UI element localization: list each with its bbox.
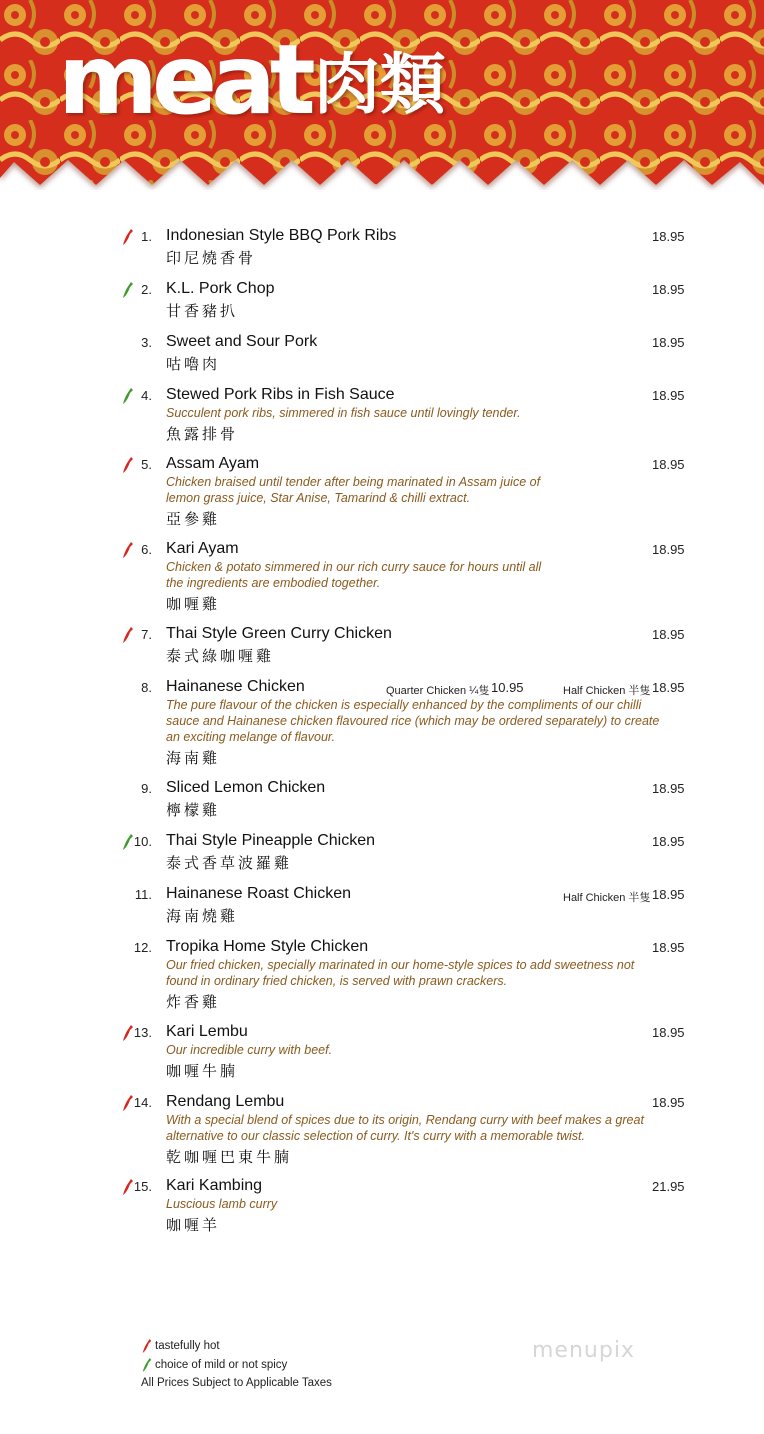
hot-pepper-icon — [121, 626, 135, 644]
item-number: 6. — [141, 542, 152, 557]
item-name: Sliced Lemon Chicken — [166, 779, 326, 796]
item-price: 18.95 — [652, 1025, 685, 1040]
item-price: 18.95 — [652, 627, 685, 642]
item-description: Our fried chicken, specially marinated in our home-style spices to add sweetness not found in ordinary fried chicken, is served with prawn crackers. — [166, 958, 635, 988]
item-price: 18.95 — [652, 1095, 685, 1110]
item-number: 13. — [133, 1025, 152, 1040]
mild-pepper-icon — [121, 387, 135, 405]
header-banner — [0, 0, 764, 190]
item-name: Thai Style Green Curry Chicken — [166, 625, 392, 642]
mild-pepper-icon — [141, 1357, 153, 1373]
hot-pepper-icon — [121, 1178, 135, 1196]
quarter-chicken-label: Quarter Chicken ¼隻 — [386, 685, 490, 697]
item-price: 18.95 — [652, 282, 685, 297]
item-chinese-name: 海南雞 — [166, 750, 221, 767]
hot-pepper-icon — [121, 1024, 135, 1042]
page-title — [58, 20, 446, 136]
item-name: Hainanese Roast Chicken — [166, 885, 351, 902]
item-chinese-name: 泰式香草波羅雞 — [166, 855, 293, 872]
item-description: Luscious lamb curry — [166, 1197, 278, 1211]
item-number: 1. — [141, 229, 152, 244]
title-english: meat — [58, 24, 310, 136]
item-name: Kari Ayam — [166, 540, 239, 557]
item-chinese-name: 魚露排骨 — [166, 426, 239, 443]
item-description: Chicken & potato simmered in our rich curry sauce for hours until all the ingredients are embodied together. — [166, 560, 542, 590]
item-name: Thai Style Pineapple Chicken — [166, 832, 376, 849]
item-chinese-name: 咖喱雞 — [166, 596, 221, 613]
legend-mild-label: choice of mild or not spicy — [155, 1359, 288, 1372]
hot-pepper-icon — [121, 1094, 135, 1112]
item-chinese-name: 乾咖喱巴東牛腩 — [166, 1149, 293, 1166]
hot-pepper-icon — [121, 228, 135, 246]
item-description: Our incredible curry with beef. — [166, 1043, 333, 1057]
item-price: 18.95 — [652, 388, 685, 403]
taxes-note: All Prices Subject to Applicable Taxes — [141, 1377, 332, 1389]
item-description: Succulent pork ribs, simmered in fish sauce until lovingly tender. — [166, 406, 521, 420]
item-name: Indonesian Style BBQ Pork Ribs — [166, 227, 397, 244]
item-number: 8. — [141, 680, 152, 695]
item-number: 4. — [141, 388, 152, 403]
item-price: 18.95 — [652, 335, 685, 350]
title-chinese: 肉類 — [313, 46, 446, 123]
mild-pepper-icon — [121, 281, 135, 299]
item-name: Assam Ayam — [166, 455, 260, 472]
item-price: 18.95 — [652, 887, 685, 902]
item-name: Kari Kambing — [166, 1177, 263, 1194]
item-description: Chicken braised until tender after being marinated in Assam juice of lemon grass juice, Star Anise, Tamarind & chilli extract. — [166, 475, 541, 505]
item-number: 10. — [133, 834, 152, 849]
item-name: Kari Lembu — [166, 1023, 248, 1040]
item-name: Tropika Home Style Chicken — [166, 938, 369, 955]
legend-hot-label: tastefully hot — [155, 1340, 220, 1353]
legend-hot — [141, 1338, 220, 1354]
mild-pepper-icon — [121, 833, 135, 851]
item-price: 18.95 — [652, 940, 685, 955]
item-chinese-name: 印尼燒香骨 — [166, 250, 257, 267]
item-number: 5. — [141, 457, 152, 472]
item-chinese-name: 海南燒雞 — [166, 908, 239, 925]
hot-pepper-icon — [121, 541, 135, 559]
hot-pepper-icon — [121, 456, 135, 474]
item-number: 12. — [133, 940, 152, 955]
item-name: Hainanese Chicken — [166, 678, 305, 695]
item-number: 15. — [133, 1179, 152, 1194]
item-price: 18.95 — [652, 781, 685, 796]
item-number: 9. — [141, 781, 152, 796]
item-price: 18.95 — [652, 229, 685, 244]
item-number: 11. — [134, 887, 152, 902]
item-chinese-name: 檸檬雞 — [166, 802, 221, 819]
item-number: 14. — [133, 1095, 152, 1110]
item-price: 18.95 — [652, 542, 685, 557]
item-chinese-name: 咖喱羊 — [166, 1217, 221, 1234]
item-price: 18.95 — [652, 457, 685, 472]
half-chicken-label: Half Chicken 半隻 — [563, 685, 651, 697]
item-price: 21.95 — [652, 1179, 685, 1194]
item-description: The pure flavour of the chicken is especially enhanced by the compliments of our chilli sauce and Hainanese chicken flavoured rice (which may be ordered separately) to create an exciting melange of flavour. — [166, 698, 660, 744]
item-name: K.L. Pork Chop — [166, 280, 275, 297]
item-chinese-name: 泰式綠咖喱雞 — [166, 648, 275, 665]
hot-pepper-icon — [141, 1338, 153, 1354]
item-number: 7. — [141, 627, 152, 642]
item-price: 18.95 — [652, 834, 685, 849]
legend-mild — [141, 1357, 287, 1373]
item-price: 18.95 — [652, 680, 685, 695]
item-name: Sweet and Sour Pork — [166, 333, 318, 350]
watermark: menupix — [532, 1338, 635, 1363]
item-chinese-name: 炸香雞 — [166, 994, 221, 1011]
item-name: Stewed Pork Ribs in Fish Sauce — [166, 386, 395, 403]
half-chicken-label: Half Chicken 半隻 — [563, 892, 651, 904]
quarter-chicken-price: 10.95 — [491, 680, 524, 695]
item-number: 2. — [141, 282, 152, 297]
item-chinese-name: 亞參雞 — [166, 511, 221, 528]
item-chinese-name: 咕嚕肉 — [166, 356, 221, 373]
item-name: Rendang Lembu — [166, 1093, 285, 1110]
item-number: 3. — [141, 335, 152, 350]
item-description: With a special blend of spices due to its origin, Rendang curry with beef makes a great alternative to our classic selection of curry. It's curry with a memorable twist. — [166, 1113, 644, 1143]
item-chinese-name: 甘香豬扒 — [166, 303, 239, 320]
item-chinese-name: 咖喱牛腩 — [166, 1063, 239, 1080]
